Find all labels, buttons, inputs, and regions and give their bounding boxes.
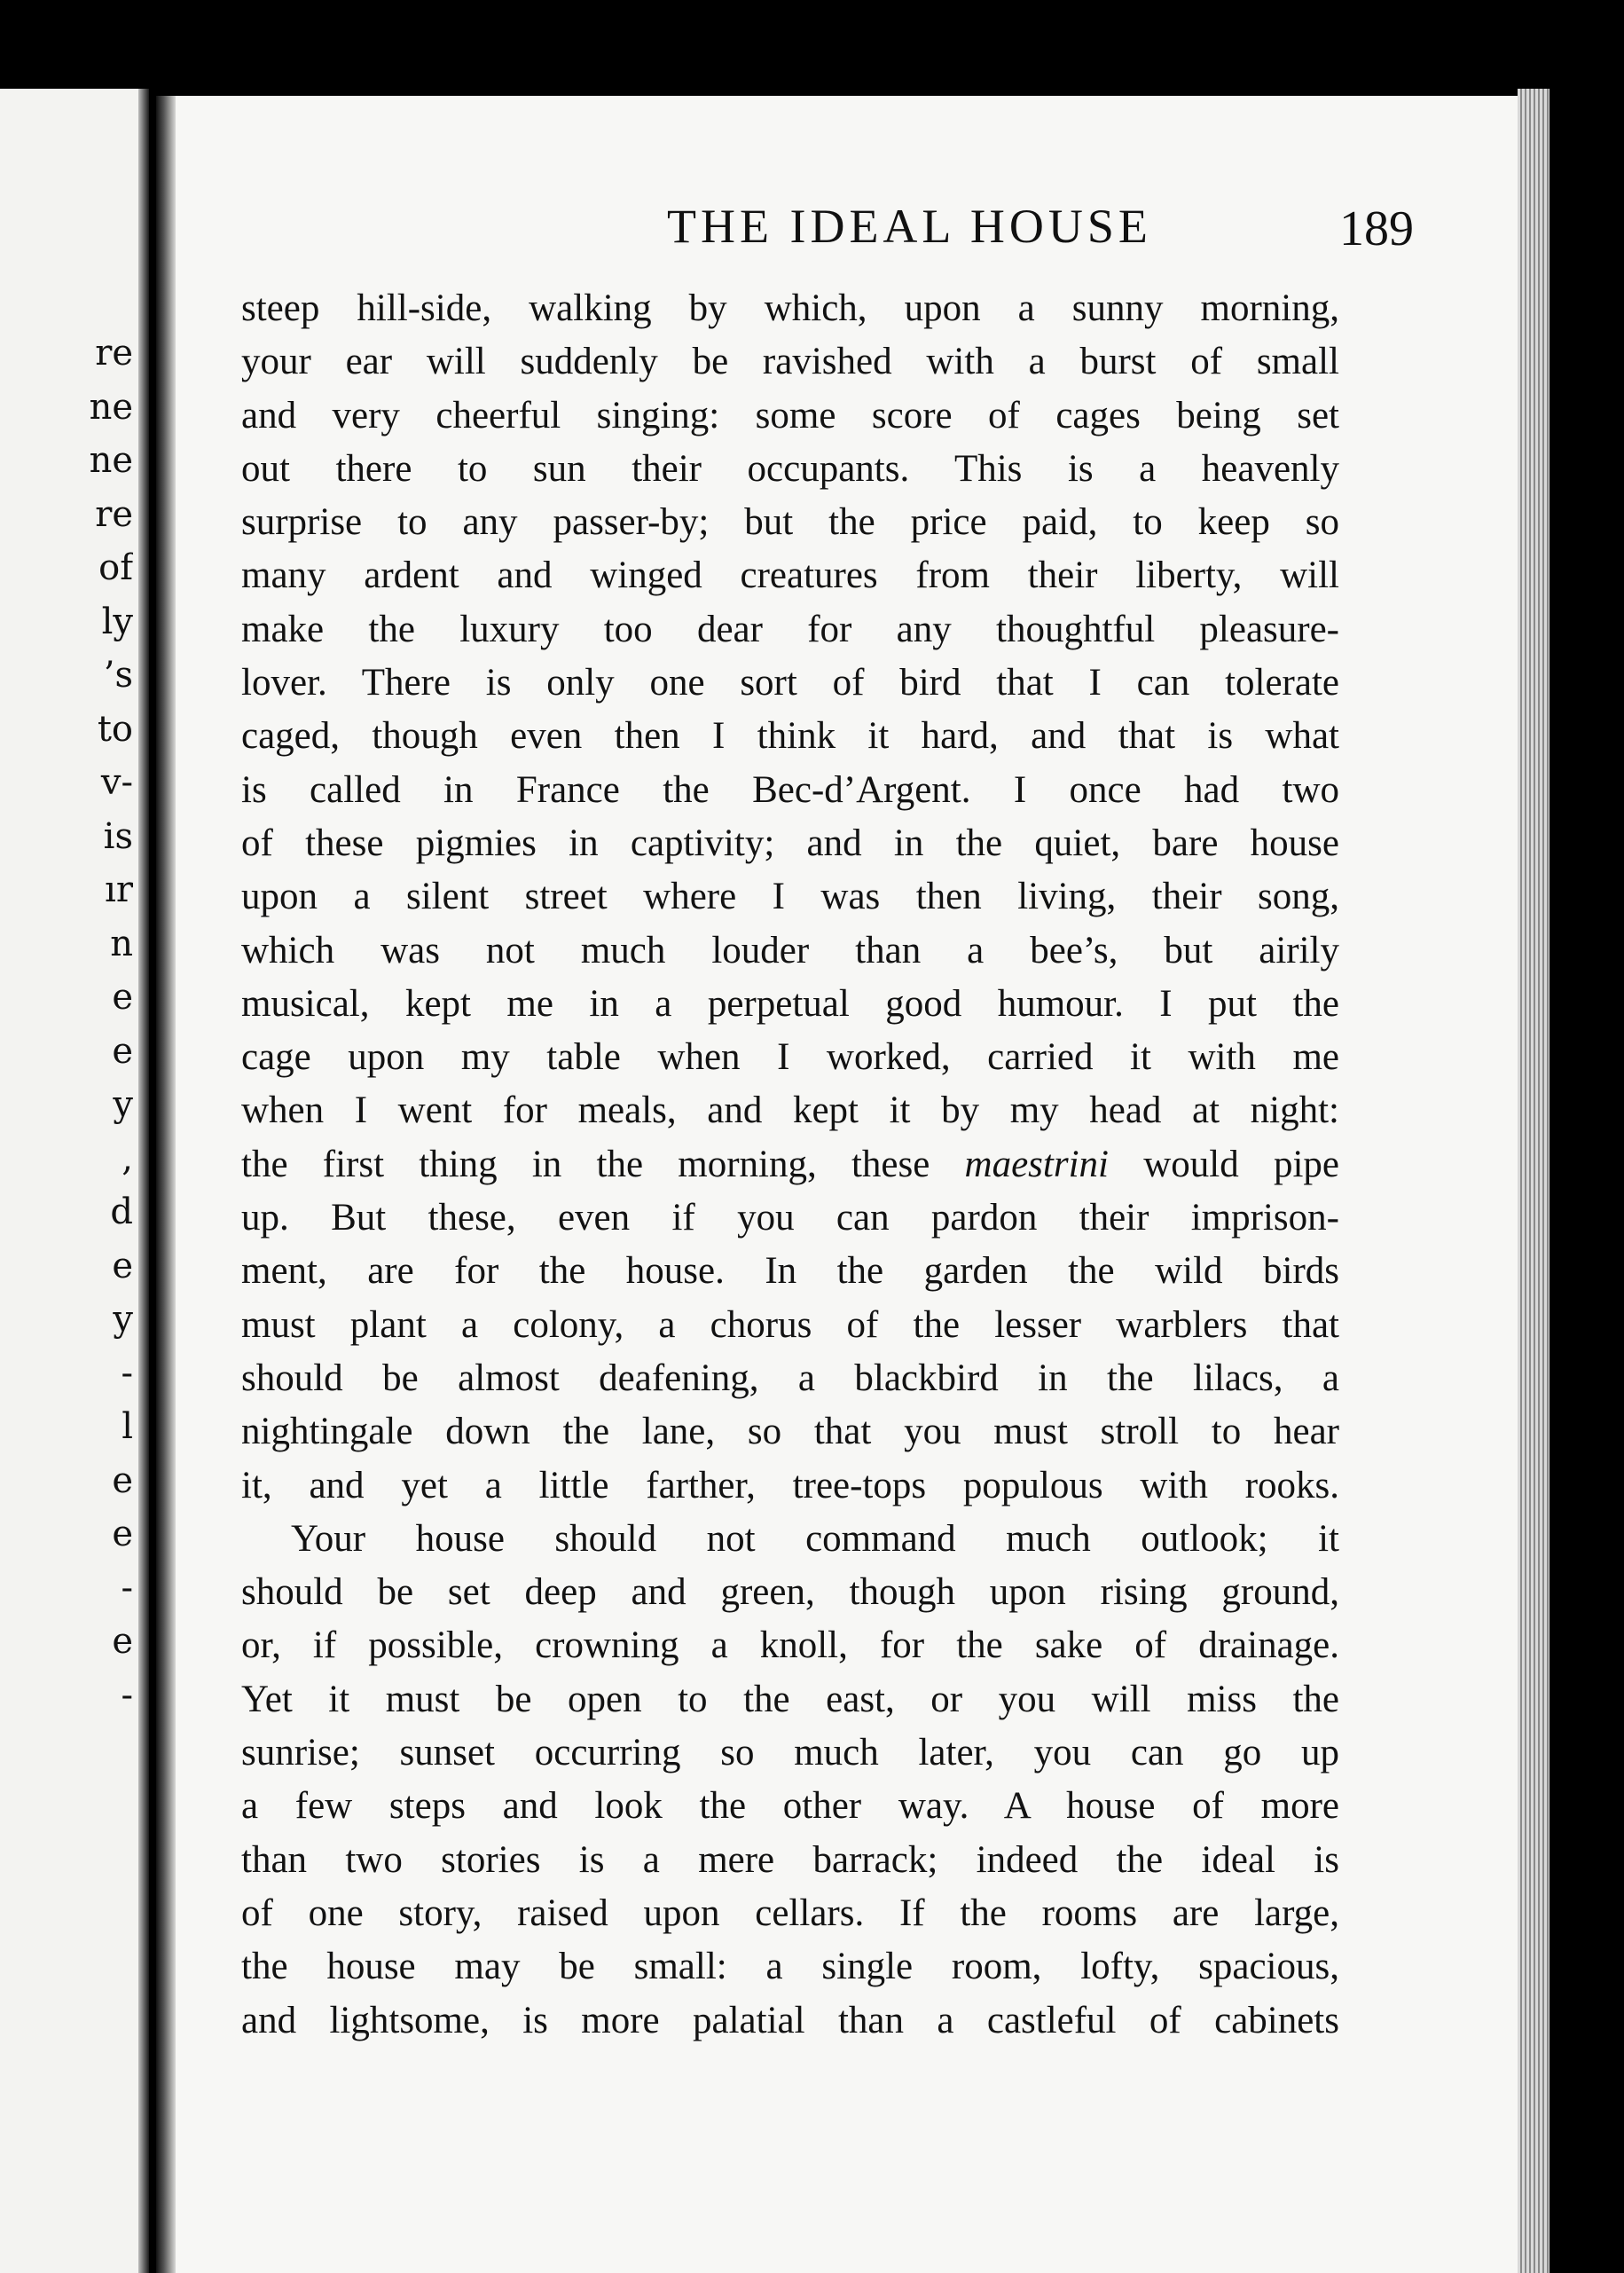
facing-page-fragment: e	[112, 1245, 133, 1286]
facing-page-fragment: ne	[89, 440, 133, 481]
facing-page-fragment: y	[113, 1299, 133, 1340]
text-line: musical, kept me in a perpetual good humour. I put the	[241, 982, 1339, 1025]
running-title: THE IDEAL HOUSE	[667, 200, 1152, 253]
facing-page-fragment: -	[121, 1352, 133, 1394]
text-line: steep hill-side, walking by which, upon a sunny morning,	[241, 287, 1339, 329]
facing-page-fragment: n	[110, 923, 133, 964]
body-text	[241, 282, 1339, 2048]
book-page	[156, 96, 1518, 2273]
text-line: it, and yet a little farther, tree-tops populous with rooks.	[241, 1464, 1339, 1506]
text-line: surprise to any passer-by; but the price paid, to keep so	[241, 501, 1339, 544]
text-line: sunrise; sunset occurring so much later, you can go up	[241, 1732, 1339, 1774]
page-gutter	[156, 96, 176, 2273]
text-line: Yet it must be open to the east, or you will miss the	[241, 1678, 1339, 1720]
page-number: 189	[1339, 201, 1414, 256]
facing-page-fragment: to	[97, 708, 133, 750]
facing-page-fragment: re	[95, 333, 133, 374]
text-line: is called in France the Bec-d’Argent. I once had two	[241, 768, 1339, 811]
text-line: which was not much louder than a bee’s, but airily	[241, 929, 1339, 971]
facing-page-fragment: of	[98, 547, 133, 588]
text-line: Your house should not command much outlook; it	[291, 1517, 1339, 1560]
paragraph	[241, 1513, 1339, 2048]
facing-page-fragment: is	[103, 815, 133, 857]
text-line: up. But these, even if you can pardon their imprison-	[241, 1197, 1339, 1239]
text-line: upon a silent street where I was then living, their song,	[241, 876, 1339, 918]
text-line: should be set deep and green, though upon rising ground,	[241, 1571, 1339, 1614]
facing-page-fragment: y	[113, 1084, 133, 1125]
text-line: nightingale down the lane, so that you must stroll to hear	[241, 1411, 1339, 1453]
binding-shadow	[138, 89, 149, 2273]
facing-page-fragment: -	[121, 1567, 133, 1608]
facing-page-fragment: e	[112, 1514, 133, 1554]
text-line: caged, though even then I think it hard, and that is what	[241, 715, 1339, 758]
facing-page-fragment: ır	[105, 869, 133, 910]
facing-page-fragment: d	[110, 1192, 133, 1232]
paragraph-continuation	[241, 1192, 1339, 1513]
text-line: your ear will suddenly be ravished with a burst of small	[241, 341, 1339, 383]
text-line: many ardent and winged creatures from their liberty, will	[241, 554, 1339, 597]
facing-page-fragment: e	[112, 1030, 133, 1072]
text-line: out there to sun their occupants. This is a heavenly	[241, 447, 1339, 490]
facing-page-fragment: ’s	[103, 655, 133, 696]
facing-page-fragment: e	[112, 1621, 133, 1662]
paragraph	[241, 282, 1339, 1138]
text-line: than two stories is a mere barrack; indeed the ideal is	[241, 1838, 1339, 1881]
facing-page-edge	[0, 89, 149, 2273]
text-line: the first thing in the morning, these maestrini would pipe	[241, 1143, 1339, 1185]
facing-page-text-fragments	[0, 326, 133, 1722]
facing-page-fragment: v-	[100, 762, 133, 803]
text-line: the house may be small: a single room, lofty, spacious,	[241, 1946, 1339, 1988]
text-line: cage upon my table when I worked, carried it with me	[241, 1036, 1339, 1079]
facing-page-fragment: ne	[89, 386, 133, 428]
facing-page-fragment: -	[121, 1674, 133, 1716]
text-line: or, if possible, crowning a knoll, for the sake of drainage.	[241, 1624, 1339, 1667]
facing-page-fragment: e	[112, 1459, 133, 1501]
text-line: when I went for meals, and kept it by my head at night:	[241, 1089, 1339, 1132]
text-line: and very cheerful singing: some score of cages being set	[241, 394, 1339, 437]
facing-page-fragment: e	[112, 977, 133, 1018]
facing-page-fragment: re	[95, 493, 133, 535]
text-line: should be almost deafening, a blackbird in the lilacs, a	[241, 1357, 1339, 1399]
facing-page-fragment: l	[122, 1406, 133, 1447]
facing-page-fragment: ,	[122, 1137, 133, 1179]
text-line: of one story, raised upon cellars. If the rooms are large,	[241, 1892, 1339, 1934]
text-line: lover. There is only one sort of bird that I can tolerate	[241, 662, 1339, 704]
running-header	[241, 199, 1483, 270]
text-line: and lightsome, is more palatial than a castleful of cabinets	[241, 1999, 1339, 2041]
text-line: ment, are for the house. In the garden the wild birds	[241, 1250, 1339, 1293]
text-line: must plant a colony, a chorus of the lesser warblers that	[241, 1303, 1339, 1346]
page-stack-edges	[1518, 89, 1549, 2273]
italic-word: maestrini	[964, 1143, 1109, 1185]
facing-page-fragment: ly	[101, 601, 133, 642]
text-line: of these pigmies in captivity; and in the quiet, bare house	[241, 822, 1339, 864]
text-line: a few steps and look the other way. A house of more	[241, 1785, 1339, 1828]
text-line: make the luxury too dear for any thoughtful pleasure-	[241, 608, 1339, 650]
